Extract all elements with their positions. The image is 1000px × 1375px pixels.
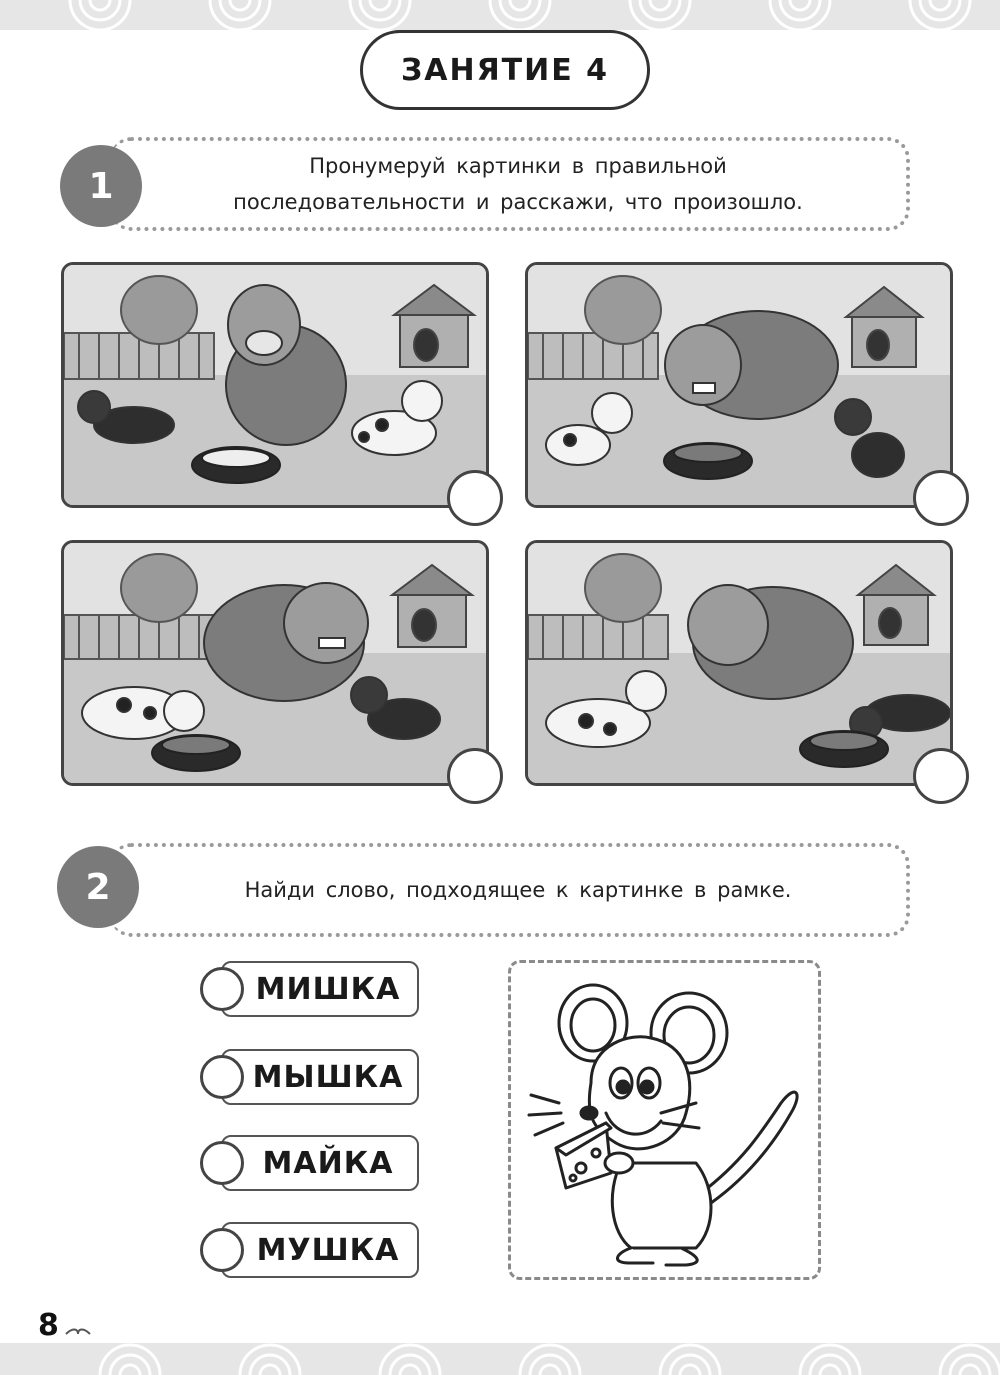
top-decor-band <box>0 0 1000 30</box>
fence-icon <box>528 615 668 659</box>
mouse-with-cheese-icon <box>511 963 818 1277</box>
bowl-icon <box>800 731 888 767</box>
book-icon <box>64 1318 92 1338</box>
word-option-checkbox[interactable] <box>200 967 244 1011</box>
order-number-circle-4[interactable] <box>913 748 969 804</box>
bottom-decor-band <box>0 1343 1000 1375</box>
story-picture-1 <box>61 262 489 508</box>
word-option-1[interactable] <box>200 961 420 1017</box>
word-option-3[interactable] <box>200 1135 420 1191</box>
order-number-circle-3[interactable] <box>447 748 503 804</box>
word-option-label: МАЙКА <box>221 1135 419 1191</box>
word-option-label: МУШКА <box>221 1222 419 1278</box>
task-2-instruction-box <box>110 843 910 937</box>
tree-icon <box>121 276 197 344</box>
word-option-4[interactable] <box>200 1222 420 1278</box>
bowl-icon <box>192 447 280 483</box>
bowl-icon <box>664 443 752 479</box>
fence-icon <box>64 615 214 659</box>
word-option-label: МЫШКА <box>221 1049 419 1105</box>
tree-icon <box>585 276 661 344</box>
lesson-title: ЗАНЯТИЕ 4 <box>360 30 650 110</box>
word-option-checkbox[interactable] <box>200 1141 244 1185</box>
task-1-instruction-box <box>110 137 910 231</box>
story-picture-3 <box>61 540 489 786</box>
word-option-checkbox[interactable] <box>200 1055 244 1099</box>
tree-icon <box>585 554 661 622</box>
bulldog-icon <box>665 311 838 419</box>
bowl-icon <box>152 735 240 771</box>
order-number-circle-2[interactable] <box>913 470 969 526</box>
word-option-checkbox[interactable] <box>200 1228 244 1272</box>
picture-frame <box>508 960 821 1280</box>
tree-icon <box>121 554 197 622</box>
task-1-line-2: последовательности и расскажи, что произошло. <box>233 190 803 214</box>
story-picture-4 <box>525 540 953 786</box>
page-number: 8 <box>38 1308 59 1343</box>
task-2-instruction: Найди слово, подходящее к картинке в рамке. <box>244 878 792 902</box>
task-1-line-1: Пронумеруй картинки в правильной <box>309 154 727 178</box>
task-2-number-badge: 2 <box>57 846 139 928</box>
task-1-number-badge: 1 <box>60 145 142 227</box>
word-option-2[interactable] <box>200 1049 420 1105</box>
order-number-circle-1[interactable] <box>447 470 503 526</box>
puppy-spotted-icon <box>82 687 204 739</box>
story-picture-2 <box>525 262 953 508</box>
word-option-label: МИШКА <box>221 961 419 1017</box>
